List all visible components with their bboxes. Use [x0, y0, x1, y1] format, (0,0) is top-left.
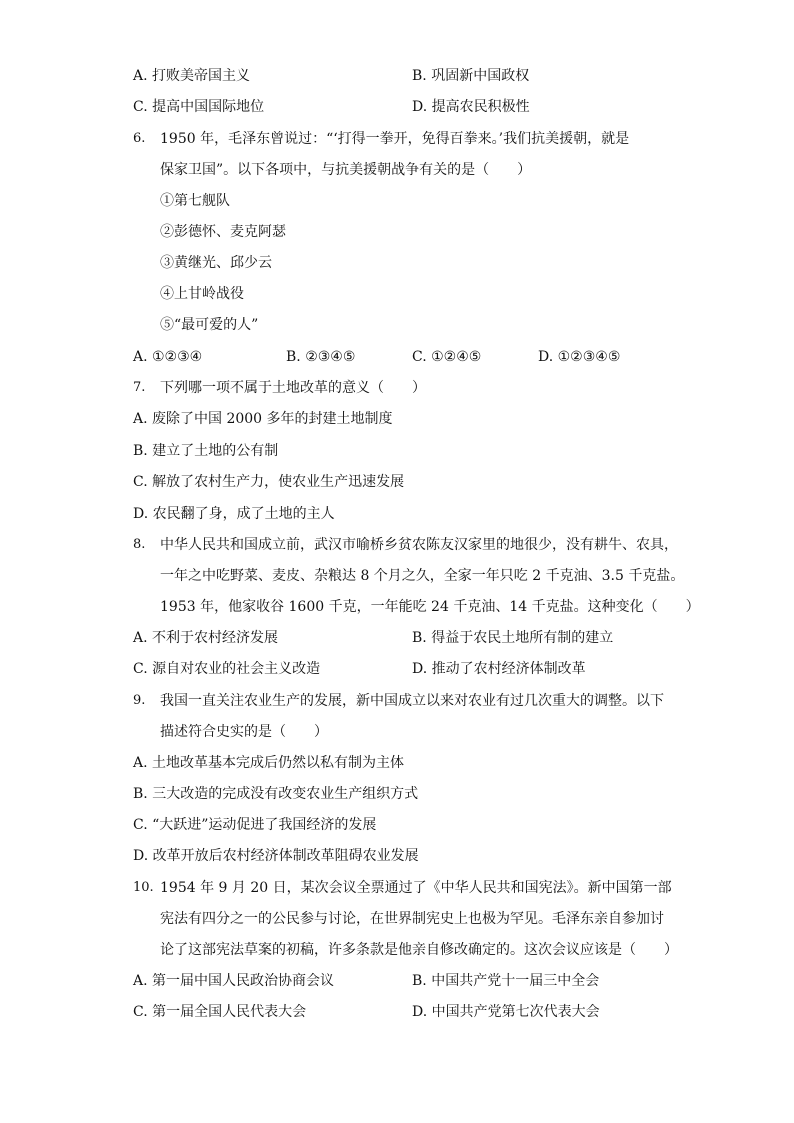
q6-item-1: ①第七舰队	[160, 193, 230, 209]
q5-option-c[interactable]: C. 提高中国国际地位	[133, 99, 265, 115]
q9-number: 9.	[133, 693, 146, 708]
q10-stem-line1: 1954 年 9 月 20 日，某次会议全票通过了《中华人民共和国宪法》。新中国第一部	[160, 880, 672, 896]
q10-number: 10.	[133, 880, 154, 895]
q6-option-b[interactable]: B. ②③④⑤	[286, 349, 356, 365]
q8-option-b[interactable]: B. 得益于农民土地所有制的建立	[412, 630, 614, 646]
q9-stem-line2: 描述符合史实的是（ ）	[160, 724, 328, 740]
q10-stem-line3: 论了这部宪法草案的初稿，许多条款是他亲自修改确定的。这次会议应该是（ ）	[160, 942, 678, 958]
q6-item-5: ⑤“最可爱的人”	[160, 317, 259, 333]
q8-stem-line3: 1953 年，他家收谷 1600 千克，一年能吃 24 千克油、14 千克盐。这种变化（ ）	[160, 599, 700, 615]
q10-option-b[interactable]: B. 中国共产党十一届三中全会	[412, 973, 600, 989]
q7-option-a[interactable]: A. 废除了中国 2000 多年的封建土地制度	[133, 411, 393, 427]
q9-option-b[interactable]: B. 三大改造的完成没有改变农业生产组织方式	[133, 786, 419, 802]
q6-option-a[interactable]: A. ①②③④	[133, 349, 203, 365]
q10-option-d[interactable]: D. 中国共产党第七次代表大会	[412, 1004, 600, 1020]
q7-stem: 下列哪一项不属于土地改革的意义（ ）	[160, 380, 426, 396]
q6-item-3: ③黄继光、邱少云	[160, 255, 272, 271]
q6-option-c[interactable]: C. ①②④⑤	[412, 349, 482, 365]
q5-option-a[interactable]: A. 打败美帝国主义	[133, 68, 251, 84]
q6-stem-line1: 1950 年，毛泽东曾说过：“‘打得一拳开，免得百拳来。’我们抗美援朝，就是	[160, 131, 630, 147]
q8-stem-line2: 一年之中吃野菜、麦皮、杂粮达 8 个月之久，全家一年只吃 2 千克油、3.5 千克盐。	[160, 568, 685, 584]
q7-option-d[interactable]: D. 农民翻了身，成了土地的主人	[133, 506, 335, 522]
q5-option-b[interactable]: B. 巩固新中国政权	[412, 68, 530, 84]
q8-option-c[interactable]: C. 源自对农业的社会主义改造	[133, 661, 321, 677]
q8-option-d[interactable]: D. 推动了农村经济体制改革	[412, 661, 586, 677]
q6-number: 6.	[133, 131, 146, 146]
q9-option-c[interactable]: C. “大跃进”运动促进了我国经济的发展	[133, 817, 377, 833]
q10-stem-line2: 宪法有四分之一的公民参与讨论，在世界制宪史上也极为罕见。毛泽东亲自参加讨	[160, 911, 664, 927]
q7-option-b[interactable]: B. 建立了土地的公有制	[133, 443, 279, 459]
q8-option-a[interactable]: A. 不利于农村经济发展	[133, 630, 279, 646]
q6-item-2: ②彭德怀、麦克阿瑟	[160, 224, 286, 240]
q6-stem-line2: 保家卫国”。以下各项中，与抗美援朝战争有关的是（ ）	[160, 162, 532, 178]
q9-stem-line1: 我国一直关注农业生产的发展，新中国成立以来对农业有过几次重大的调整。以下	[160, 693, 664, 709]
q8-stem-line1: 中华人民共和国成立前，武汉市喻桥乡贫农陈友汉家里的地很少，没有耕牛、农具，	[160, 537, 678, 553]
q5-option-d[interactable]: D. 提高农民积极性	[412, 99, 530, 115]
q7-number: 7.	[133, 380, 146, 395]
q7-option-c[interactable]: C. 解放了农村生产力，使农业生产迅速发展	[133, 474, 405, 490]
q9-option-d[interactable]: D. 改革开放后农村经济体制改革阻碍农业发展	[133, 848, 419, 864]
q10-option-c[interactable]: C. 第一届全国人民代表大会	[133, 1004, 307, 1020]
q10-option-a[interactable]: A. 第一届中国人民政治协商会议	[133, 973, 335, 989]
q6-item-4: ④上甘岭战役	[160, 286, 244, 302]
q6-option-d[interactable]: D. ①②③④⑤	[538, 349, 621, 365]
q8-number: 8.	[133, 537, 146, 552]
q9-option-a[interactable]: A. 土地改革基本完成后仍然以私有制为主体	[133, 755, 405, 771]
